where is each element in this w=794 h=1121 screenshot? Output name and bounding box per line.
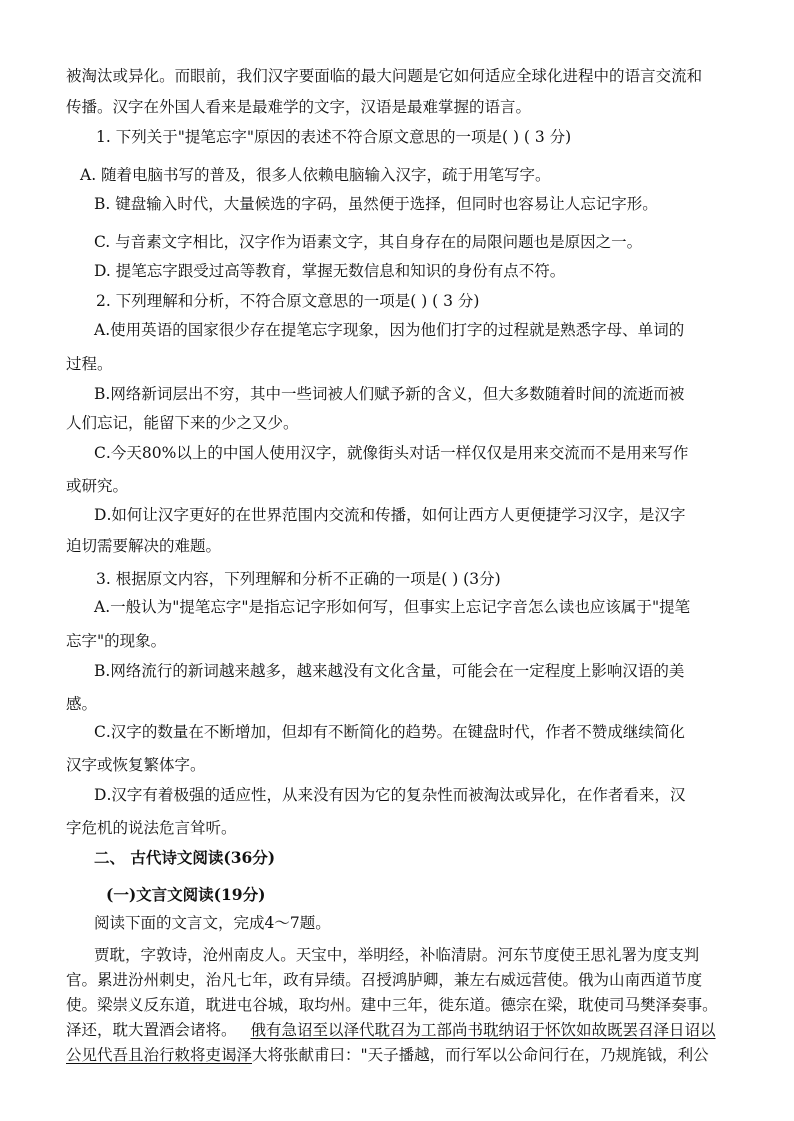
- classical-text-line: 公见代吾且治行敕将吏谒泽大将张献甫曰："天子播越，而行军以公命问行在，乃规旄钺，利公: [66, 1046, 709, 1064]
- reading-instruction: 阅读下面的文言文，完成4～7题。: [94, 914, 331, 932]
- q1-option-c: C. 与音素文字相比，汉字作为语素文字，其自身存在的局限问题也是原因之一。: [94, 233, 643, 251]
- passage-line: 被淘汰或异化。而眼前，我们汉字要面临的最大问题是它如何适应全球化进程中的语言交流和: [66, 67, 703, 85]
- q2-option-a: A.使用英语的国家很少存在提笔忘字现象，因为他们打字的过程就是熟悉字母、单词的: [94, 321, 685, 339]
- q1-option-d: D. 提笔忘字跟受过高等教育，掌握无数信息和知识的身份有点不符。: [94, 262, 566, 280]
- classical-text-line: 官。累进汾州刺史，治凡七年，政有异绩。召授鸿胪卿，兼左右威远营使。俄为山南西道节度: [66, 971, 703, 989]
- q3-option-c: C.汉字的数量在不断增加，但却有不断简化的趋势。在键盘时代，作者不赞成继续简化: [94, 723, 685, 741]
- q3-option-d: D.汉字有着极强的适应性，从来没有因为它的复杂性而被淘汰或异化，在作者看来，汉: [94, 786, 686, 804]
- question-2-stem: 2. 下列理解和分析，不符合原文意思的一项是( ) ( 3 分): [96, 292, 480, 310]
- section-heading: 二、 古代诗文阅读(36分): [94, 848, 276, 867]
- question-3-stem: 3. 根据原文内容，下列理解和分析不正确的一项是( ) (3分): [96, 570, 501, 588]
- q3-option-c-cont: 汉字或恢复繁体字。: [66, 756, 206, 774]
- subsection-heading: (一)文言文阅读(19分): [106, 885, 266, 904]
- q2-option-d-cont: 迫切需要解决的难题。: [66, 537, 222, 555]
- q2-option-d: D.如何让汉字更好的在世界范围内交流和传播，如何让西方人更便捷学习汉字，是汉字: [94, 506, 686, 524]
- q3-option-b: B.网络流行的新词越来越多，越来越没有文化含量，可能会在一定程度上影响汉语的美: [94, 662, 685, 680]
- q2-option-a-cont: 过程。: [66, 355, 113, 373]
- q3-option-b-cont: 感。: [66, 695, 98, 713]
- q2-option-c: C.今天80%以上的中国人使用汉字，就像街头对话一样仅仅是用来交流而不是用来写作: [94, 444, 689, 462]
- underlined-sentence: 俄有急诏至以泽代耽召为工部尚书耽纳诏于怀饮如故既罢召泽日诏以: [250, 1021, 716, 1039]
- q2-option-b-cont: 人们忘记，能留下来的少之又少。: [66, 414, 299, 432]
- classical-text-line: 贾耽，字敦诗，沧州南皮人。天宝中，举明经，补临清尉。河东节度使王思礼署为度支判: [94, 946, 700, 964]
- q2-option-c-cont: 或研究。: [66, 477, 129, 495]
- q2-option-b: B.网络新词层出不穷，其中一些词被人们赋予新的含义，但大多数随着时间的流逝而被: [94, 385, 685, 403]
- q3-option-a-cont: 忘字"的现象。: [66, 632, 167, 650]
- classical-text-line: 使。梁崇义反东道，耽进屯谷城，取均州。建中三年，徙东道。德宗在梁，耽使司马樊泽奏事。: [66, 996, 718, 1014]
- q3-option-d-cont: 字危机的说法危言耸听。: [66, 819, 237, 837]
- underlined-sentence: 公见代吾且治行敕将吏谒泽: [66, 1046, 253, 1064]
- classical-text-line: 泽还，耽大置酒会诸将。 俄有急诏至以泽代耽召为工部尚书耽纳诏于怀饮如故既罢召泽日诏以: [66, 1021, 716, 1039]
- passage-line: 传播。汉字在外国人看来是最难学的文字，汉语是最难掌握的语言。: [66, 98, 532, 116]
- question-1-stem: 1. 下列关于"提笔忘字"原因的表述不符合原文意思的一项是( ) ( 3 分): [96, 128, 572, 146]
- q3-option-a: A.一般认为"提笔忘字"是指忘记字形如何写，但事实上忘记字音怎么读也应该属于"提笔: [94, 598, 691, 616]
- q1-option-a: A. 随着电脑书写的普及，很多人依赖电脑输入汉字，疏于用笔写字。: [80, 166, 551, 184]
- q1-option-b: B. 键盘输入时代，大量候选的字码，虽然便于选择，但同时也容易让人忘记字形。: [94, 195, 658, 213]
